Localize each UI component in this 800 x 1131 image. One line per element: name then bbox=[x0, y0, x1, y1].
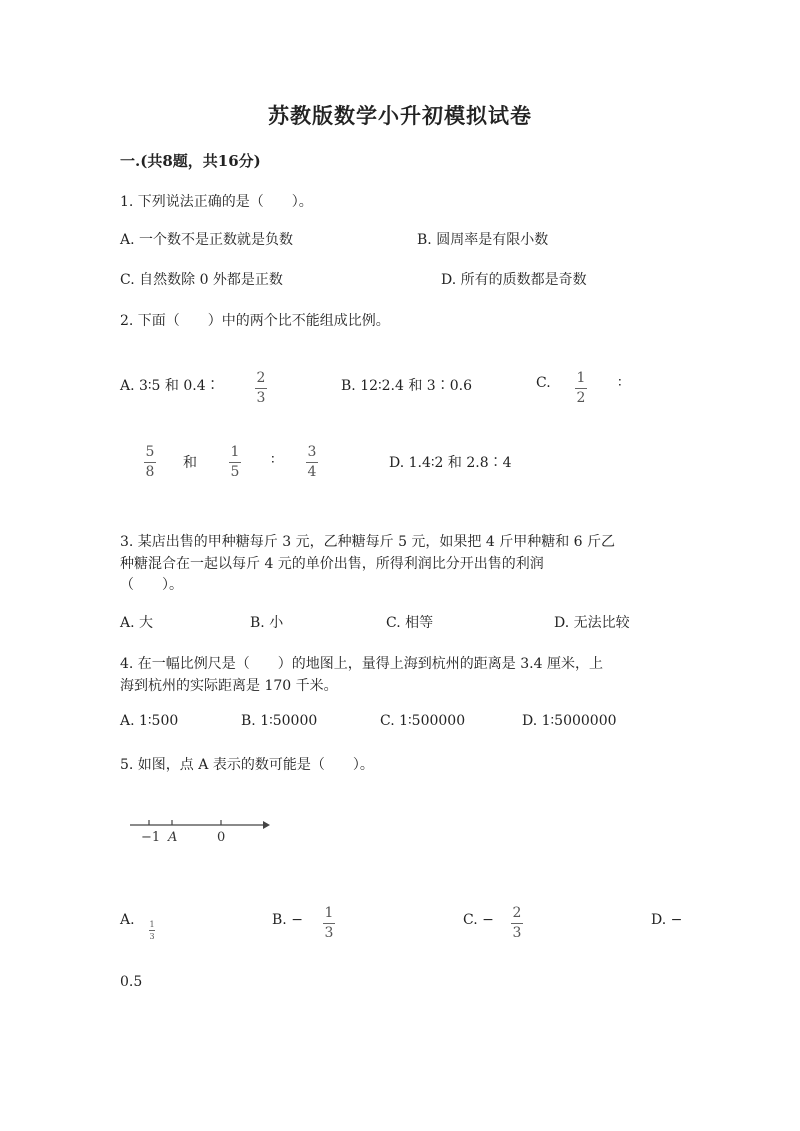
ratio-colon: ∶ bbox=[618, 375, 622, 391]
label-neg1: −1 bbox=[141, 830, 161, 845]
fraction-denominator: 3 bbox=[149, 932, 155, 941]
fraction-numerator: 1 bbox=[324, 905, 334, 921]
fraction-denominator: 3 bbox=[324, 925, 334, 941]
fraction-denominator: 8 bbox=[145, 464, 155, 480]
q5-option-d-continued: 0.5 bbox=[120, 974, 143, 990]
q1-option-d: D. 所有的质数都是奇数 bbox=[441, 272, 587, 288]
q1-option-c: C. 自然数除 0 外都是正数 bbox=[120, 272, 283, 288]
q1-option-a: A. 一个数不是正数就是负数 bbox=[120, 232, 294, 248]
q3-option-b: B. 小 bbox=[250, 615, 284, 631]
number-line-arrow-icon bbox=[263, 821, 270, 829]
q3-stem-line3: （ ）。 bbox=[120, 577, 183, 593]
fraction-bar bbox=[575, 388, 587, 389]
fraction-bar bbox=[149, 930, 155, 931]
q5-option-c: C. − bbox=[463, 912, 494, 928]
and-word: 和 bbox=[183, 455, 197, 471]
label-zero: 0 bbox=[217, 830, 226, 845]
fraction-numerator: 3 bbox=[307, 444, 317, 460]
q2-option-b: B. 12∶2.4 和 3∶0.6 bbox=[341, 378, 472, 394]
q1-option-b: B. 圆周率是有限小数 bbox=[417, 232, 549, 248]
q2-option-d: D. 1.4∶2 和 2.8∶4 bbox=[389, 455, 512, 471]
q2-c-fraction-1 bbox=[575, 370, 587, 406]
q4-option-b: B. 1∶50000 bbox=[241, 713, 318, 729]
fraction-numerator: 2 bbox=[256, 370, 266, 386]
q3-stem-line1: 3. 某店出售的甲种糖每斤 3 元，乙种糖每斤 5 元，如果把 4 斤甲种糖和 6 斤乙 bbox=[120, 534, 616, 550]
q1-stem: 1. 下列说法正确的是（ ）。 bbox=[120, 194, 313, 210]
q2-c-fraction-3 bbox=[229, 444, 241, 480]
q5-option-a: A. bbox=[120, 912, 135, 928]
q5-stem: 5. 如图，点 A 表示的数可能是（ ）。 bbox=[120, 757, 374, 773]
q4-stem-line1: 4. 在一幅比例尺是（ ）的地图上，量得上海到杭州的距离是 3.4 厘米，上 bbox=[120, 656, 603, 672]
fraction-denominator: 4 bbox=[307, 464, 317, 480]
q5-a-fraction bbox=[149, 920, 155, 941]
q4-option-a: A. 1∶500 bbox=[120, 713, 179, 729]
fraction-numerator: 1 bbox=[576, 370, 586, 386]
label-a: A bbox=[168, 830, 178, 845]
ratio-colon: ∶ bbox=[271, 452, 275, 468]
fraction-numerator: 1 bbox=[230, 444, 240, 460]
fraction-denominator: 5 bbox=[230, 464, 240, 480]
fraction-denominator: 2 bbox=[576, 390, 586, 406]
fraction-bar bbox=[511, 923, 523, 924]
q4-stem-line2: 海到杭州的实际距离是 170 千米。 bbox=[120, 678, 338, 694]
q3-option-a: A. 大 bbox=[120, 615, 154, 631]
q5-c-fraction bbox=[511, 905, 523, 941]
fraction-bar bbox=[229, 462, 241, 463]
q5-option-b: B. − bbox=[272, 912, 303, 928]
q5-b-fraction bbox=[323, 905, 335, 941]
fraction-numerator: 2 bbox=[512, 905, 522, 921]
q2-option-c: C. bbox=[536, 375, 551, 391]
page-title: 苏教版数学小升初模拟试卷 bbox=[268, 103, 532, 128]
q5-option-d: D. − bbox=[651, 912, 683, 928]
q3-option-d: D. 无法比较 bbox=[554, 615, 630, 631]
number-line-figure bbox=[125, 812, 275, 848]
fraction-numerator: 1 bbox=[149, 920, 155, 929]
fraction-numerator: 5 bbox=[145, 444, 155, 460]
q2-c-fraction-4 bbox=[306, 444, 318, 480]
fraction-denominator: 3 bbox=[256, 390, 266, 406]
q2-a-fraction bbox=[255, 370, 267, 406]
fraction-bar bbox=[144, 462, 156, 463]
fraction-denominator: 3 bbox=[512, 925, 522, 941]
q2-c-fraction-2 bbox=[144, 444, 156, 480]
q4-option-d: D. 1∶5000000 bbox=[522, 713, 617, 729]
q2-option-a: A. 3∶5 和 0.4∶ bbox=[120, 378, 220, 394]
fraction-bar bbox=[306, 462, 318, 463]
q3-option-c: C. 相等 bbox=[386, 615, 434, 631]
fraction-bar bbox=[255, 388, 267, 389]
fraction-bar bbox=[323, 923, 335, 924]
section-heading: 一.(共8题，共16分) bbox=[120, 152, 261, 170]
q3-stem-line2: 种糖混合在一起以每斤 4 元的单价出售，所得利润比分开出售的利润 bbox=[120, 556, 544, 572]
q4-option-c: C. 1∶500000 bbox=[380, 713, 466, 729]
q2-stem: 2. 下面（ ）中的两个比不能组成比例。 bbox=[120, 313, 390, 329]
